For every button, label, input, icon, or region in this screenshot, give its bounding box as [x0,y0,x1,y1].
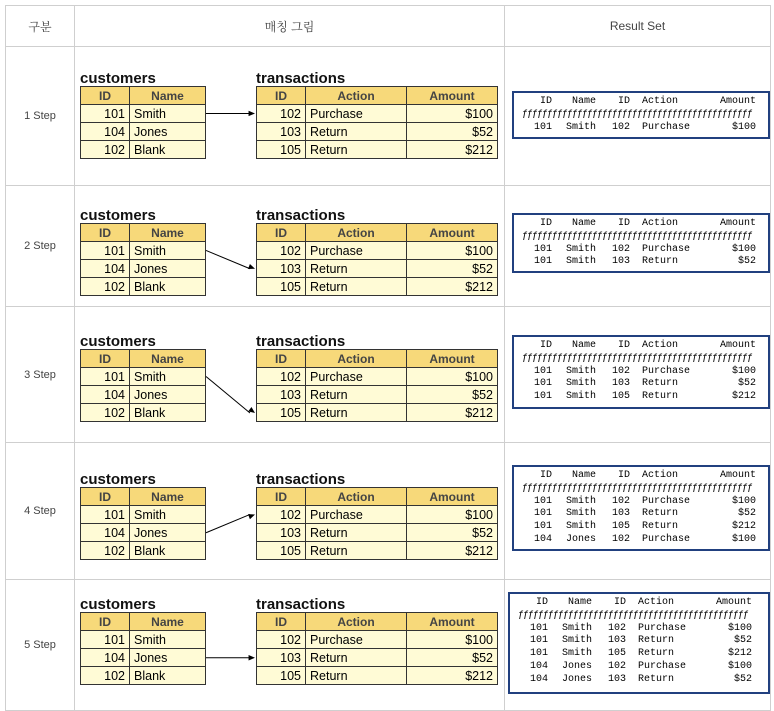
customers-title: customers [80,70,156,87]
result-set-cell [505,186,771,307]
result-cell: Return [642,256,679,268]
result-header-row [522,470,760,483]
transactions-amount-header: Amount [407,613,498,631]
result-cell: 103 [611,378,630,390]
match-arrow [75,580,504,710]
result-cell: $100 [731,533,756,545]
result-cell: 101 [533,391,552,403]
transactions-title: transactions [256,471,346,488]
result-cell: 105 [607,648,626,660]
transaction-amount: $212 [407,141,498,159]
customers-name-header: Name [130,87,206,105]
result-header-row [522,340,760,353]
result-separator: ƒƒƒƒƒƒƒƒƒƒƒƒƒƒƒƒƒƒƒƒƒƒƒƒƒƒƒƒƒƒƒƒƒƒƒƒƒƒƒƒƒƒƒƒƒƒ [522,482,753,494]
transaction-action: Return [306,404,407,422]
transaction-amount: $52 [407,123,498,141]
result-cell: $212 [727,648,752,660]
customer-name: Jones [130,649,206,667]
result-cell: Return [642,378,679,390]
transactions-title: transactions [256,70,346,87]
customers-title: customers [80,333,156,350]
result-row [522,496,760,509]
result-row [522,122,760,135]
customers-name-header: Name [130,224,206,242]
header-row [6,6,771,47]
transactions-action-header: Action [306,87,407,105]
result-column-header: Name [567,597,592,608]
result-column-header: ID [539,340,552,351]
customer-name: Jones [130,524,206,542]
step-label: 2 Step [6,186,75,307]
result-set-cell [505,443,771,580]
customer-name: Smith [130,368,206,386]
result-row [522,256,760,269]
result-cell: $100 [731,495,756,507]
result-column-header: Amount [719,218,756,229]
transaction-amount: $100 [407,506,498,524]
result-row [518,674,760,687]
customer-id: 104 [81,649,130,667]
transaction-id: 102 [257,105,306,123]
result-cell: 103 [607,635,626,647]
result-cell: 102 [611,495,630,507]
transaction-action: Purchase [306,242,407,260]
customer-id: 102 [81,278,130,296]
result-column-header: Name [571,218,596,229]
match-arrow-head [248,514,255,519]
transaction-id: 105 [257,141,306,159]
transaction-action: Return [306,123,407,141]
result-cell: 101 [529,622,548,634]
customer-name: Smith [130,631,206,649]
result-cell: 102 [607,622,626,634]
transactions-action-header: Action [306,224,407,242]
step-label: 4 Step [6,443,75,580]
result-cell: $212 [731,521,756,533]
matching-diagram [75,307,505,443]
result-column-header: ID [617,96,630,107]
transaction-amount: $52 [407,524,498,542]
result-cell: Smith [565,391,596,403]
step-row [6,186,771,307]
result-cell: Return [642,521,679,533]
transaction-amount: $212 [407,667,498,685]
customer-id: 102 [81,667,130,685]
result-cell: Smith [565,521,596,533]
result-cell: Smith [561,622,592,634]
result-row [522,508,760,521]
transaction-amount: $212 [407,542,498,560]
result-separator: ƒƒƒƒƒƒƒƒƒƒƒƒƒƒƒƒƒƒƒƒƒƒƒƒƒƒƒƒƒƒƒƒƒƒƒƒƒƒƒƒƒƒƒƒƒƒ [522,352,753,364]
result-separator: ƒƒƒƒƒƒƒƒƒƒƒƒƒƒƒƒƒƒƒƒƒƒƒƒƒƒƒƒƒƒƒƒƒƒƒƒƒƒƒƒƒƒƒƒƒƒ [522,230,753,242]
customer-id: 101 [81,368,130,386]
customer-name: Smith [130,242,206,260]
result-column-header: ID [535,597,548,608]
customer-id: 101 [81,105,130,123]
transactions-id-header: ID [257,87,306,105]
step-label: 5 Step [6,580,75,711]
result-column-header: Name [571,340,596,351]
result-cell: 105 [611,391,630,403]
customers-id-header: ID [81,87,130,105]
transaction-id: 102 [257,631,306,649]
result-row [518,635,760,648]
customers-title: customers [80,207,156,224]
header-diagram: 매칭 그림 [75,6,505,47]
customer-id: 104 [81,123,130,141]
result-cell: $100 [731,121,756,133]
result-cell: $52 [733,635,752,647]
transaction-id: 105 [257,542,306,560]
result-cell: Return [638,673,675,685]
result-cell: Return [642,508,679,520]
result-column-header: Amount [719,470,756,481]
result-cell: Purchase [638,622,687,634]
result-cell: Smith [565,365,596,377]
transaction-amount: $212 [407,278,498,296]
transactions-amount-header: Amount [407,488,498,506]
customers-name-header: Name [130,350,206,368]
result-column-header: Action [642,470,679,481]
customer-name: Blank [130,278,206,296]
transaction-amount: $100 [407,105,498,123]
transaction-id: 102 [257,368,306,386]
result-column-header: Name [571,96,596,107]
transactions-id-header: ID [257,350,306,368]
result-row [522,244,760,257]
customer-name: Jones [130,386,206,404]
result-cell: 101 [533,256,552,268]
result-cell: 101 [529,648,548,660]
transactions-amount-header: Amount [407,87,498,105]
result-row [522,366,760,379]
customers-title: customers [80,471,156,488]
result-cell: 101 [533,495,552,507]
result-cell: Purchase [642,243,691,255]
result-cell: Purchase [638,660,687,672]
result-cell: 103 [607,673,626,685]
result-cell: $52 [737,378,756,390]
match-arrow [75,443,504,579]
transaction-id: 105 [257,667,306,685]
result-cell: Smith [565,508,596,520]
result-column-header: Action [642,96,679,107]
result-cell: $52 [737,256,756,268]
result-cell: Return [638,648,675,660]
transaction-id: 102 [257,242,306,260]
transaction-id: 103 [257,386,306,404]
result-row [522,521,760,534]
result-cell: 101 [533,243,552,255]
transactions-id-header: ID [257,613,306,631]
result-cell: 102 [611,243,630,255]
transaction-amount: $52 [407,260,498,278]
result-column-header: Action [642,340,679,351]
result-separator: ƒƒƒƒƒƒƒƒƒƒƒƒƒƒƒƒƒƒƒƒƒƒƒƒƒƒƒƒƒƒƒƒƒƒƒƒƒƒƒƒƒƒƒƒƒƒ [518,609,749,621]
result-column-header: ID [539,218,552,229]
result-column-header: ID [539,96,552,107]
result-cell: Smith [561,648,592,660]
customer-name: Smith [130,506,206,524]
step-row [6,307,771,443]
step-label: 3 Step [6,307,75,443]
result-separator: ƒƒƒƒƒƒƒƒƒƒƒƒƒƒƒƒƒƒƒƒƒƒƒƒƒƒƒƒƒƒƒƒƒƒƒƒƒƒƒƒƒƒƒƒƒƒ [522,108,753,120]
transaction-action: Return [306,278,407,296]
transaction-amount: $212 [407,404,498,422]
match-arrow-head [248,264,255,269]
result-cell: Smith [565,243,596,255]
transactions-title: transactions [256,207,346,224]
transaction-amount: $100 [407,242,498,260]
result-header-row [522,218,760,231]
result-header-row [518,597,760,610]
customer-id: 102 [81,141,130,159]
result-row [522,534,760,547]
customers-name-header: Name [130,488,206,506]
customer-name: Smith [130,105,206,123]
result-set-box [508,592,770,694]
customer-name: Blank [130,404,206,422]
transaction-action: Return [306,141,407,159]
customer-id: 104 [81,524,130,542]
result-header-row [522,96,760,109]
result-column-header: Amount [719,96,756,107]
result-cell: 101 [533,365,552,377]
result-cell: Smith [565,256,596,268]
result-cell: 101 [533,121,552,133]
result-row [518,623,760,636]
result-column-header: Name [571,470,596,481]
result-cell: Jones [561,660,592,672]
result-column-header: ID [617,340,630,351]
transaction-id: 102 [257,506,306,524]
transactions-title: transactions [256,333,346,350]
result-row [518,661,760,674]
result-set-cell [505,580,771,711]
customer-name: Blank [130,667,206,685]
match-arrow [75,307,504,442]
result-cell: Smith [561,635,592,647]
transaction-action: Return [306,386,407,404]
result-cell: Smith [565,378,596,390]
result-set-box [512,91,770,139]
step-row [6,443,771,580]
transaction-amount: $52 [407,386,498,404]
result-cell: 104 [529,660,548,672]
customer-id: 101 [81,242,130,260]
customer-name: Jones [130,123,206,141]
step-label: 1 Step [6,47,75,186]
customer-id: 104 [81,260,130,278]
transaction-action: Return [306,260,407,278]
result-cell: $52 [733,673,752,685]
result-column-header: ID [617,218,630,229]
result-cell: Purchase [642,495,691,507]
result-set-cell [505,307,771,443]
result-cell: $52 [737,508,756,520]
result-column-header: Action [638,597,675,608]
result-set-box [512,335,770,409]
result-row [522,391,760,404]
matching-diagram [75,47,505,186]
transaction-action: Return [306,524,407,542]
result-cell: 102 [611,533,630,545]
customer-id: 102 [81,542,130,560]
customer-id: 101 [81,506,130,524]
customers-name-header: Name [130,613,206,631]
transaction-action: Return [306,542,407,560]
result-cell: $100 [731,243,756,255]
transactions-amount-header: Amount [407,224,498,242]
result-column-header: Amount [719,340,756,351]
transaction-id: 103 [257,524,306,542]
transaction-amount: $52 [407,649,498,667]
result-cell: 104 [533,533,552,545]
transaction-id: 103 [257,123,306,141]
transaction-id: 103 [257,649,306,667]
result-column-header: Action [642,218,679,229]
transaction-action: Return [306,649,407,667]
result-row [522,378,760,391]
result-cell: $100 [727,622,752,634]
result-cell: Smith [565,121,596,133]
transaction-id: 105 [257,278,306,296]
result-cell: 103 [611,256,630,268]
customer-name: Jones [130,260,206,278]
header-result-set: Result Set [505,6,771,47]
transactions-action-header: Action [306,613,407,631]
match-arrow-head [249,111,255,116]
result-cell: Smith [565,495,596,507]
result-set-cell [505,47,771,186]
transactions-id-header: ID [257,224,306,242]
matching-diagram [75,443,505,580]
transactions-action-header: Action [306,488,407,506]
transaction-action: Purchase [306,631,407,649]
result-cell: Purchase [642,533,691,545]
result-cell: 101 [533,508,552,520]
step-row [6,47,771,186]
transaction-action: Return [306,667,407,685]
transaction-action: Purchase [306,368,407,386]
result-cell: Jones [561,673,592,685]
result-cell: 104 [529,673,548,685]
result-cell: 102 [611,121,630,133]
result-cell: 102 [607,660,626,672]
customer-id: 102 [81,404,130,422]
match-arrow-head [249,655,255,660]
result-cell: $100 [731,365,756,377]
result-cell: 103 [611,508,630,520]
result-cell: 101 [529,635,548,647]
customers-id-header: ID [81,488,130,506]
match-arrow-line [206,376,250,413]
matching-diagram [75,580,505,711]
result-set-box [512,465,770,551]
step-row [6,580,771,711]
result-cell: 105 [611,521,630,533]
result-column-header: ID [617,470,630,481]
match-arrow [75,186,504,306]
result-cell: Jones [565,533,596,545]
customer-name: Blank [130,542,206,560]
customer-id: 101 [81,631,130,649]
customers-id-header: ID [81,350,130,368]
result-cell: Return [642,391,679,403]
match-arrow [75,47,504,185]
customers-id-header: ID [81,613,130,631]
result-column-header: ID [613,597,626,608]
transaction-id: 105 [257,404,306,422]
customers-title: customers [80,596,156,613]
result-cell: 102 [611,365,630,377]
transactions-title: transactions [256,596,346,613]
customer-id: 104 [81,386,130,404]
result-set-box [512,213,770,273]
result-cell: 101 [533,378,552,390]
result-cell: Purchase [642,121,691,133]
transactions-action-header: Action [306,350,407,368]
match-arrow-line [206,250,250,268]
customers-id-header: ID [81,224,130,242]
result-cell: 101 [533,521,552,533]
transaction-action: Purchase [306,506,407,524]
header-category: 구분 [6,6,75,47]
transaction-id: 103 [257,260,306,278]
transaction-action: Purchase [306,105,407,123]
customer-name: Blank [130,141,206,159]
transactions-amount-header: Amount [407,350,498,368]
result-cell: $100 [727,660,752,672]
transaction-amount: $100 [407,368,498,386]
result-cell: Return [638,635,675,647]
transactions-id-header: ID [257,488,306,506]
matching-steps-table [5,5,771,711]
matching-diagram [75,186,505,307]
transaction-amount: $100 [407,631,498,649]
result-column-header: ID [539,470,552,481]
result-column-header: Amount [715,597,752,608]
result-cell: $212 [731,391,756,403]
match-arrow-line [206,514,250,532]
result-cell: Purchase [642,365,691,377]
result-row [518,648,760,661]
